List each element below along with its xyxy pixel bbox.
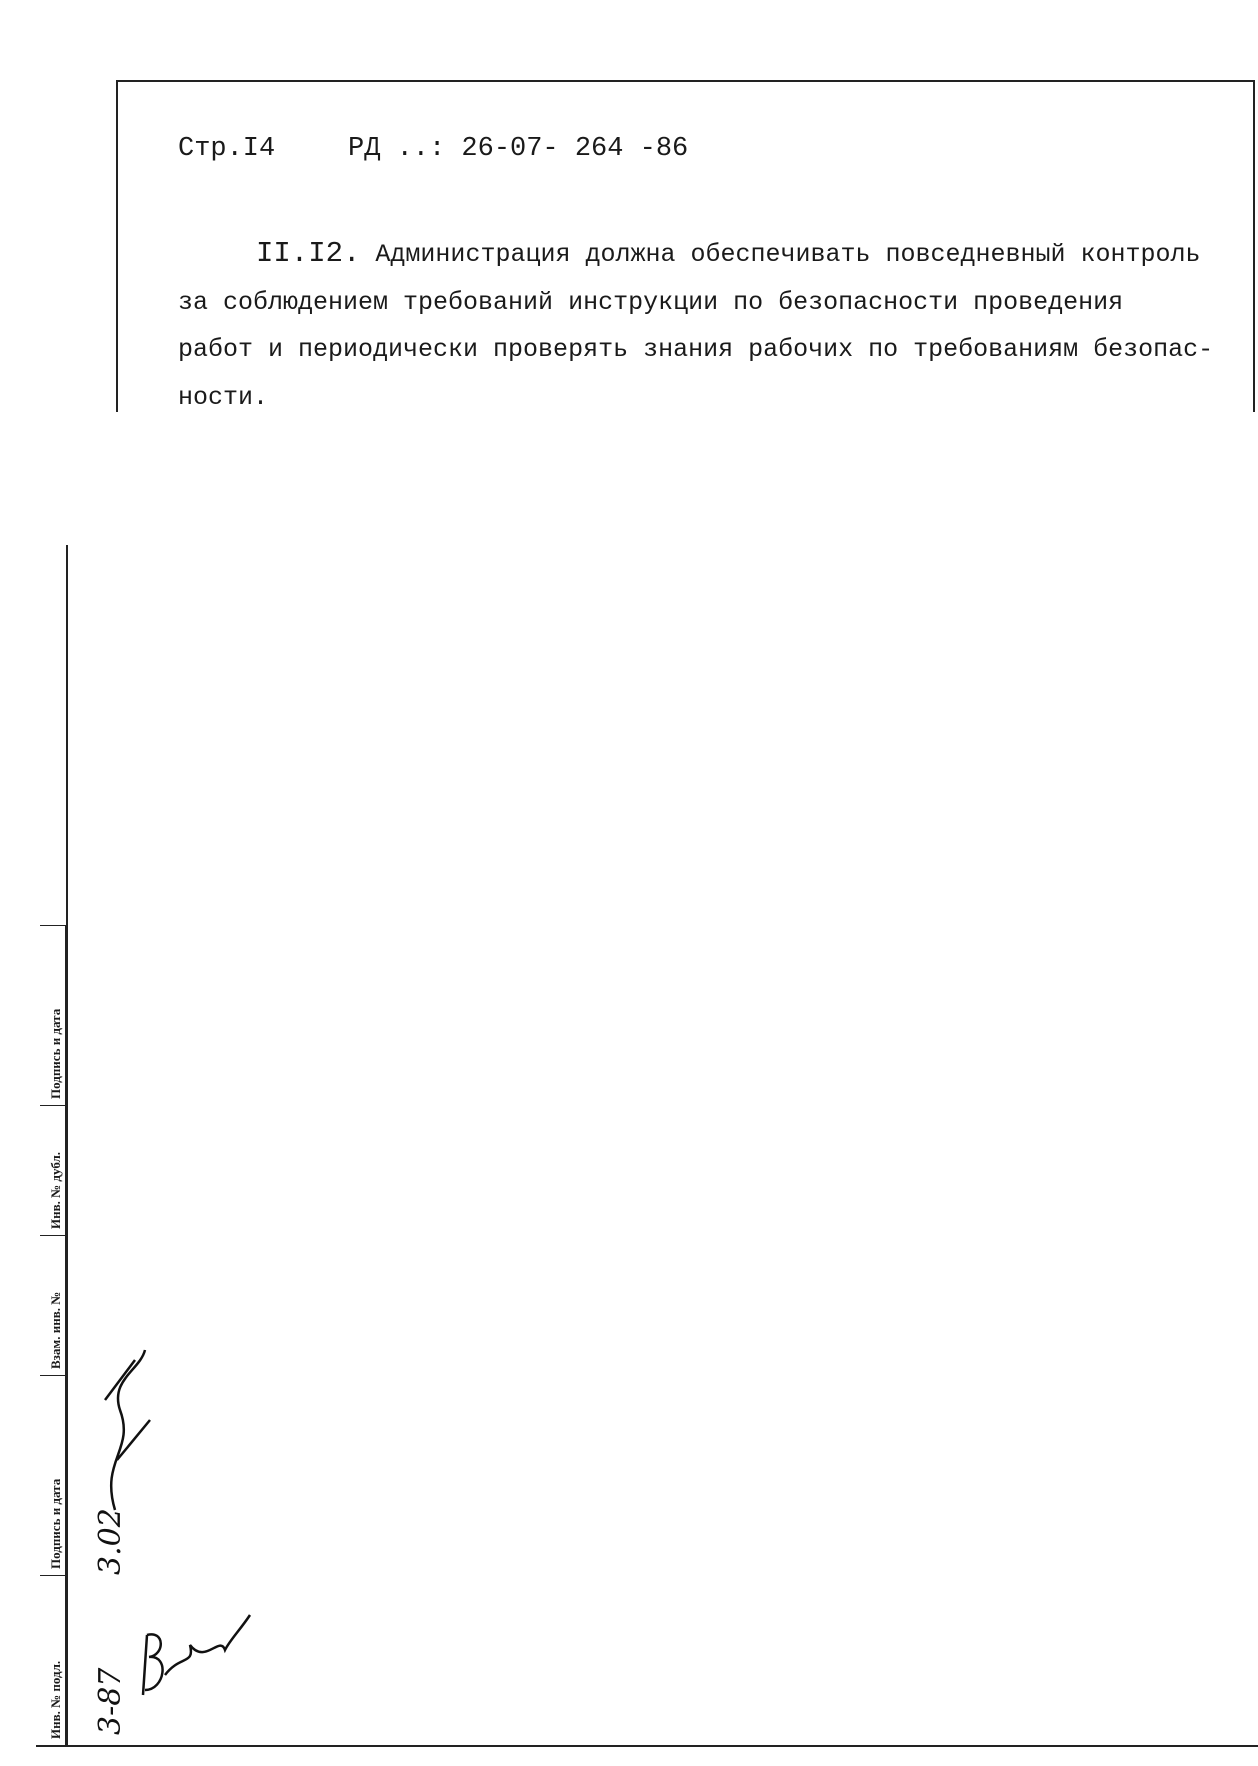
clause-line-1 (178, 230, 1238, 279)
clause-text (178, 230, 1238, 421)
stamp-cell-inv-podl (40, 1575, 66, 1745)
stamp-table (40, 925, 120, 1745)
stamp-cell-vzam-inv (40, 1235, 66, 1375)
stamp-cell-inv-dubl (40, 1105, 66, 1235)
stamp-label-inv-podl: Инв. № подл. (48, 1660, 63, 1739)
clause-number: II.I2. (256, 237, 361, 270)
page-number: Стр.I4 (178, 134, 276, 164)
clause-line-3: работ и периодически проверять знания рабочих по требованиям безопас- (178, 335, 1214, 364)
handwritten-inv-number: 3-87 (93, 1667, 128, 1735)
stamp-label-podpis-data-2: Подпись и дата (48, 1008, 63, 1099)
signature-mark-top (95, 1340, 155, 1520)
clause-line-2: за соблюдением требований инструкции по безопасности проведения (178, 287, 1124, 317)
handwritten-date: 3.02 (93, 1508, 128, 1575)
stamp-label-vzam-inv: Взам. инв. № (48, 1291, 63, 1369)
document-code: РД ..: 26-07- 264 -86 (348, 134, 689, 164)
clause-line-1-text: Администрация должна обеспечивать повседневный контроль (360, 240, 1201, 269)
signature-mark-bottom (135, 1595, 255, 1705)
bottom-border (36, 1745, 1258, 1747)
page-header (178, 134, 688, 164)
stamp-label-inv-dubl: Инв. № дубл. (48, 1151, 63, 1229)
clause-line-4: ности. (178, 382, 269, 412)
stamp-label-podpis-data-1: Подпись и дата (48, 1478, 63, 1569)
stamp-cell-podpis-data-1 (40, 1375, 66, 1575)
stamp-cell-podpis-data-2 (40, 925, 66, 1105)
